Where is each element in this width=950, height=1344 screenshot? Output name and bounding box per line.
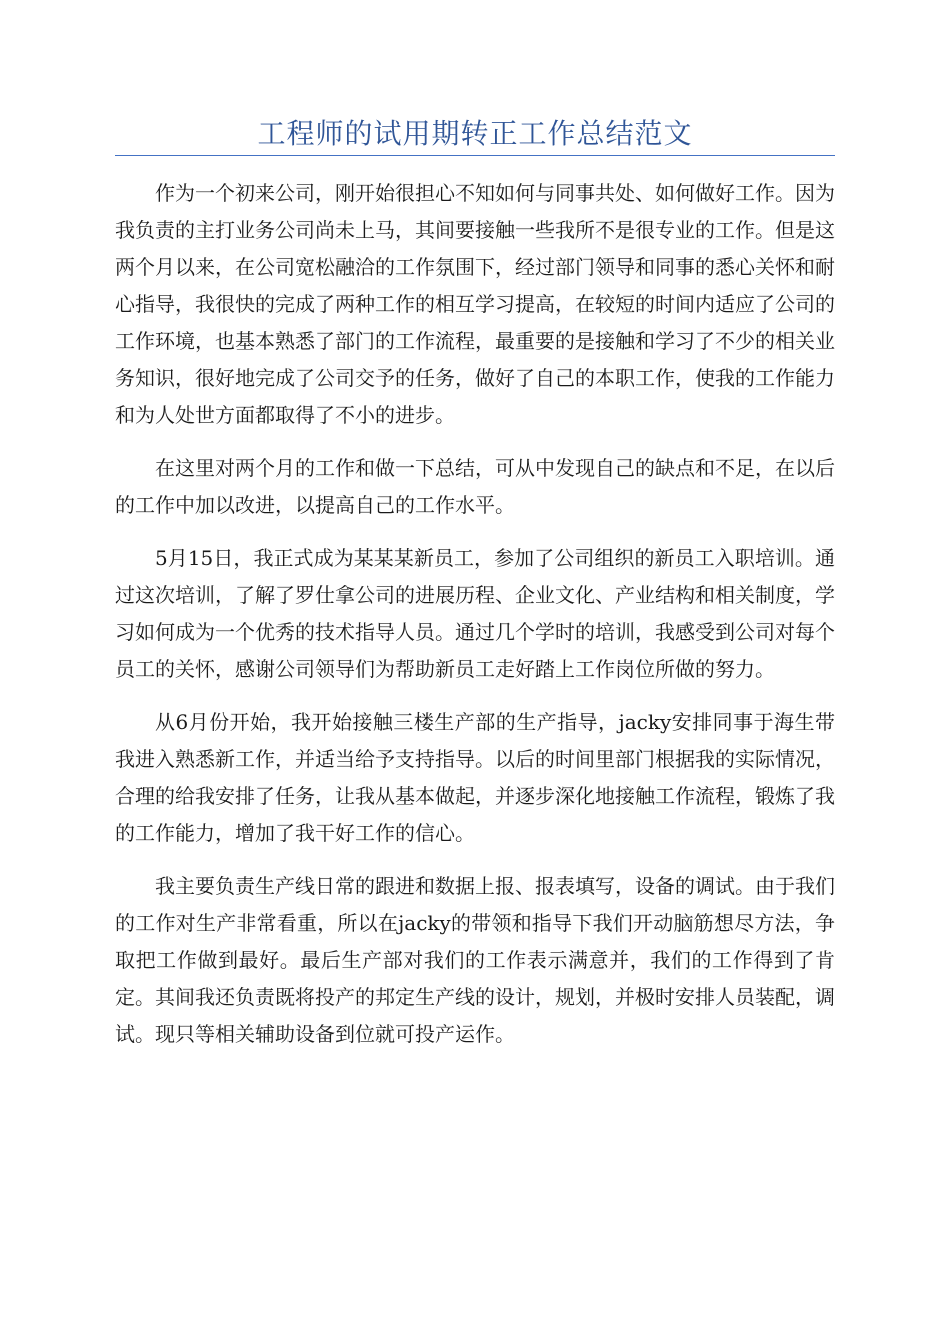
document-body (115, 175, 835, 1069)
paragraph-4: 从6月份开始，我开始接触三楼生产部的生产指导，jacky安排同事于海生带我进入熟悉新工作，并适当给予支持指导。以后的时间里部门根据我的实际情况，合理的给我安排了任务，让我从基本做起，并逐步深化地接触工作流程，锻炼了我的工作能力，增加了我干好工作的信心。 (115, 710, 835, 845)
paragraph-5: 我主要负责生产线日常的跟进和数据上报、报表填写，设备的调试。由于我们的工作对生产非常看重，所以在jacky的带领和指导下我们开动脑筋想尽方法，争取把工作做到最好。最后生产部对我们的工作表示满意并，我们的工作得到了肯定。其间我还负责既将投产的邦定生产线的设计，规划，并极时安排人员装配，调试。现只等相关辅助设备到位就可投产运作。 (115, 874, 835, 1046)
title-underline (115, 155, 835, 156)
paragraph-1: 作为一个初来公司，刚开始很担心不知如何与同事共处、如何做好工作。因为我负责的主打业务公司尚未上马，其间要接触一些我所不是很专业的工作。但是这两个月以来，在公司宽松融洽的工作氛围下，经过部门领导和同事的悉心关怀和耐心指导，我很快的完成了两种工作的相互学习提高，在较短的时间内适应了公司的工作环境，也基本熟悉了部门的工作流程，最重要的是接触和学习了不少的相关业务知识，很好地完成了公司交予的任务，做好了自己的本职工作，使我的工作能力和为人处世方面都取得了不小的进步。 (115, 181, 835, 427)
paragraph-2: 在这里对两个月的工作和做一下总结，可从中发现自己的缺点和不足，在以后的工作中加以改进，以提高自己的工作水平。 (115, 456, 835, 517)
paragraph-3: 5月15日，我正式成为某某某新员工，参加了公司组织的新员工入职培训。通过这次培训，了解了罗仕拿公司的进展历程、企业文化、产业结构和相关制度，学习如何成为一个优秀的技术指导人员。通过几个学时的培训，我感受到公司对每个员工的关怀，感谢公司领导们为帮助新员工走好踏上工作岗位所做的努力。 (115, 546, 835, 681)
document-title: 工程师的试用期转正工作总结范文 (257, 117, 693, 150)
